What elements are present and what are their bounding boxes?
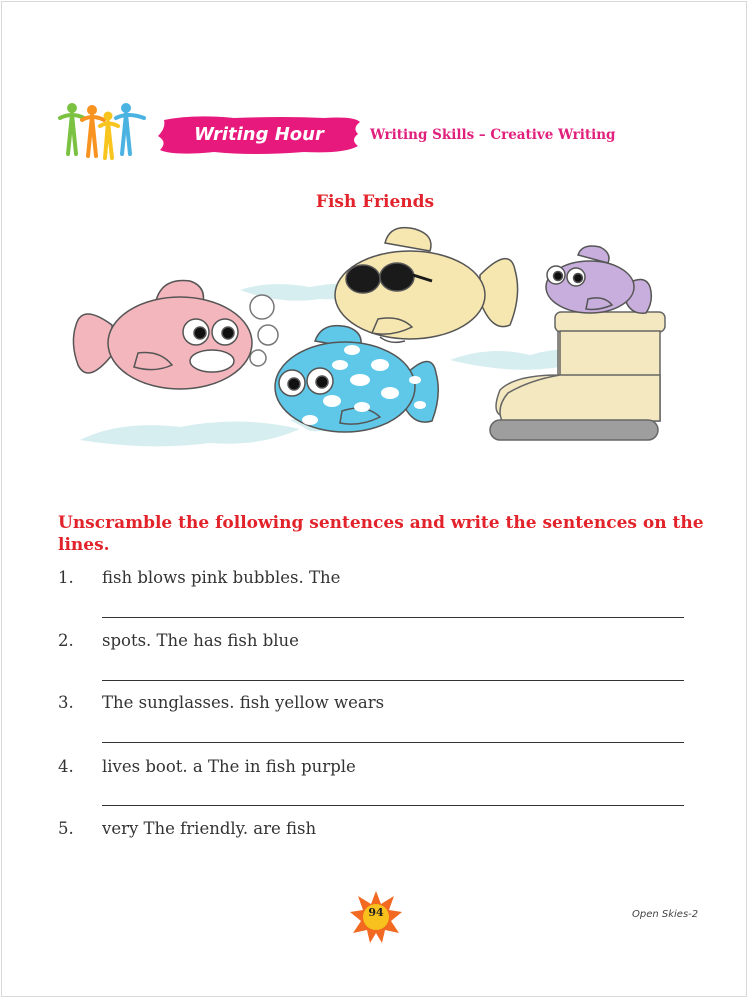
footer-book-title: Open Skies-2 bbox=[632, 909, 699, 920]
list-item bbox=[58, 568, 698, 598]
instruction-text: Unscramble the following sentences and write the sentences on the lines. bbox=[58, 513, 704, 555]
item-number: 5. bbox=[58, 819, 74, 838]
item-text: spots. The has fish blue bbox=[102, 631, 299, 650]
pink-fish bbox=[73, 281, 252, 390]
list-item bbox=[58, 693, 698, 723]
item-number: 1. bbox=[58, 568, 74, 587]
list-item bbox=[58, 819, 698, 849]
yellow-fish bbox=[335, 228, 518, 343]
item-text: lives boot. a The in fish purple bbox=[102, 757, 356, 776]
list-item bbox=[58, 631, 698, 661]
answer-line-1[interactable] bbox=[102, 617, 684, 618]
answer-line-2[interactable] bbox=[102, 680, 684, 681]
header bbox=[58, 100, 698, 160]
fish-friends-illustration bbox=[60, 215, 690, 465]
purple-fish bbox=[546, 246, 651, 313]
answer-line-3[interactable] bbox=[102, 742, 684, 743]
item-number: 4. bbox=[58, 757, 74, 776]
list-item bbox=[58, 757, 698, 787]
boot bbox=[490, 312, 665, 440]
children-holding-hands-icon bbox=[58, 100, 150, 160]
page-title: Fish Friends bbox=[315, 192, 435, 212]
item-text: fish blows pink bubbles. The bbox=[102, 568, 341, 587]
bubbles bbox=[250, 295, 278, 366]
answer-line-4[interactable] bbox=[102, 805, 684, 806]
blue-fish bbox=[275, 326, 438, 432]
page-number: 94 bbox=[368, 906, 384, 919]
item-text: The sunglasses. fish yellow wears bbox=[102, 693, 385, 712]
header-subtitle: Writing Skills – Creative Writing bbox=[370, 127, 616, 143]
item-number: 3. bbox=[58, 693, 74, 712]
banner-label: Writing Hour bbox=[194, 124, 324, 145]
item-text: very The friendly. are fish bbox=[102, 819, 317, 838]
item-number: 2. bbox=[58, 631, 74, 650]
